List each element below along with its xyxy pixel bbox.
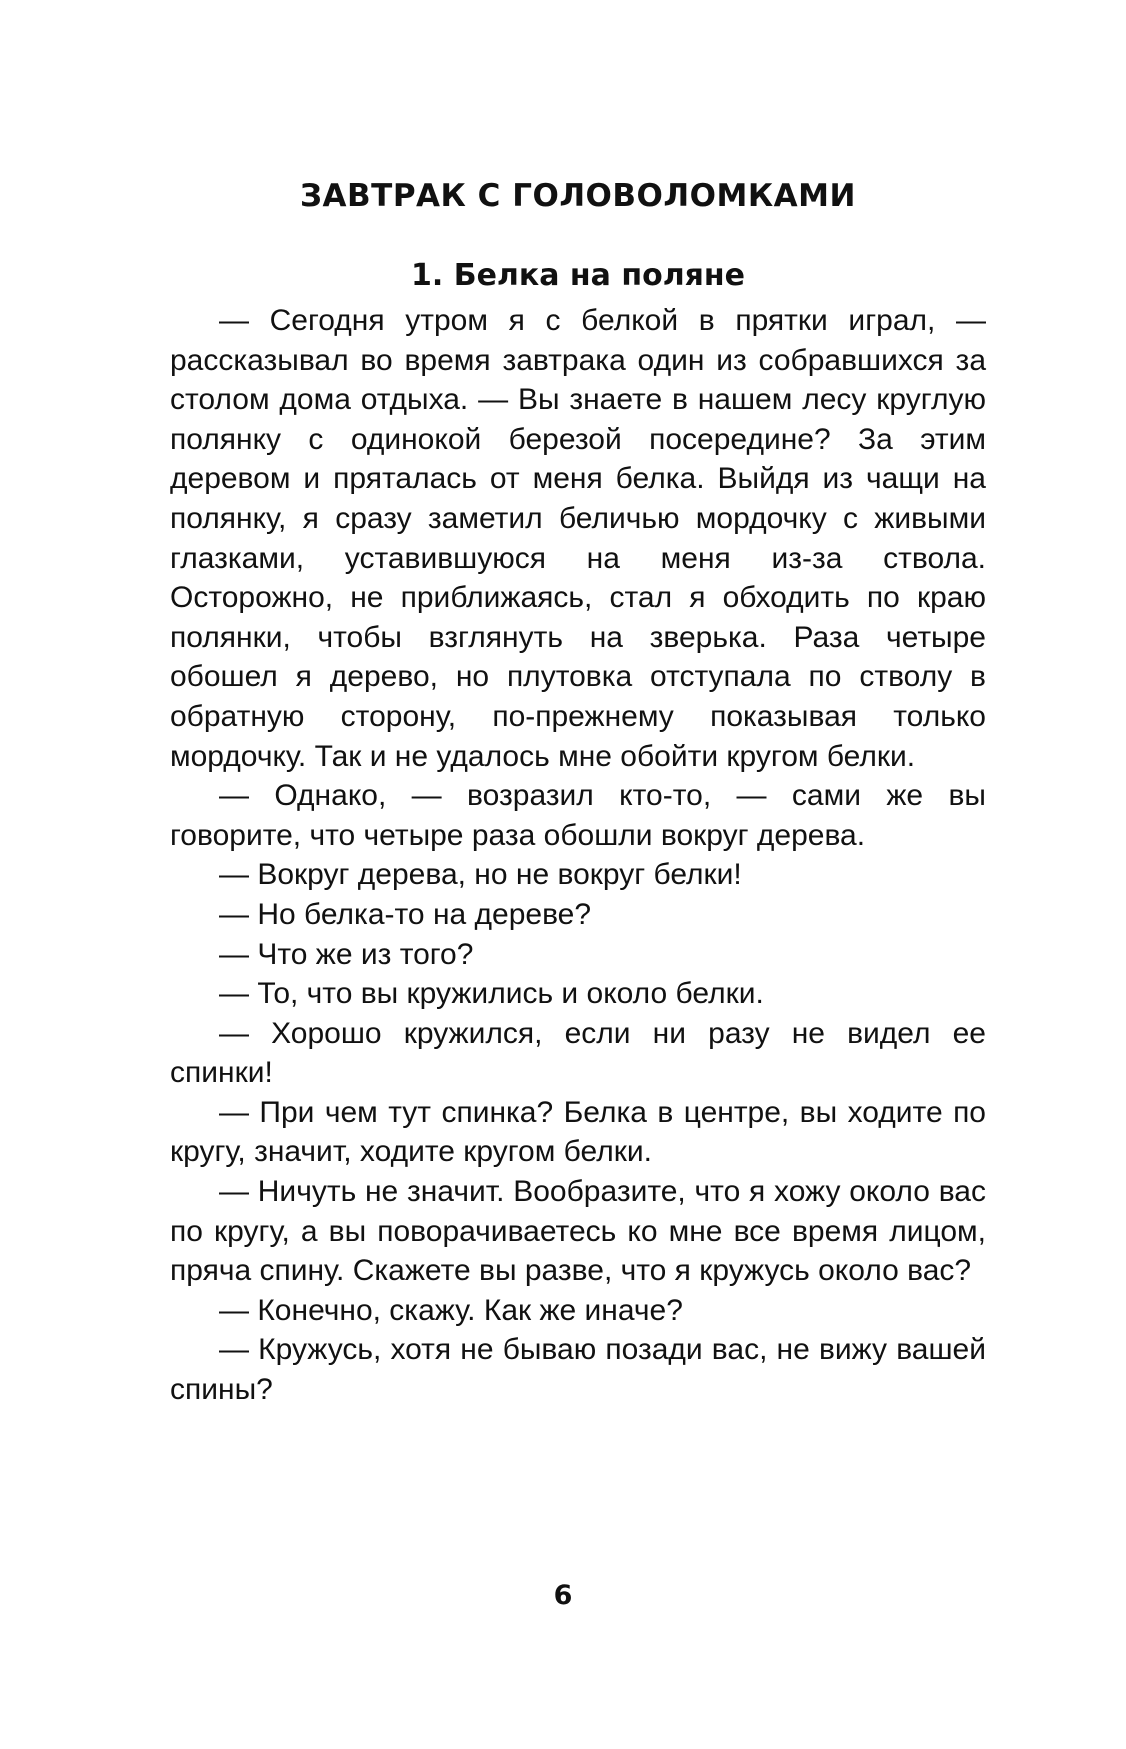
paragraph: — Хорошо кружился, если ни разу не видел ее спинки! [170, 1016, 986, 1090]
paragraph: — При чем тут спинка? Белка в центре, вы ходите по кругу, значит, ходите кругом белки. [170, 1095, 986, 1169]
section-title: 1. Белка на поляне [410, 258, 745, 293]
paragraph: — Однако, — возразил кто-то, — сами же вы говорите, что четыре раза обошли вокруг дерева. [170, 779, 986, 852]
paragraph: — Вокруг дерева, но не вокруг белки! [219, 858, 742, 892]
page-number: 6 [553, 1580, 573, 1611]
paragraph: — Конечно, скажу. Как же иначе? [219, 1293, 683, 1327]
paragraph: — Кружусь, хотя не бываю позади вас, не вижу вашей спины? [170, 1333, 986, 1407]
paragraph: — Ничуть не значит. Вообразите, что я хожу около вас по кругу, а вы поворачиваетесь ко мне все время лицом, пряча спину. Скажете вы разве, что я кружусь около вас? [170, 1175, 986, 1288]
paragraph: — Сегодня утром я с белкой в прятки играл, — рассказывал во время завтрака один из собравшихся за столом дома отдыха. — Вы знаете в нашем лесу круглую полянку с одинокой березой посередине? За этим деревом и пряталась от меня белка. Выйдя из чащи на полянку, я сразу заметил беличью мордочку с живыми глазками, уставившуюся на меня из-за ствола. Осторожно, не приближаясь, стал я обходить по краю полянки, чтобы взглянуть на зверька. Раза четыре обошел я дерево, но плутовка отступала по стволу в обратную сторону, по-прежнему показывая только мордочку. Так и не удалось мне обойти кругом белки. [170, 304, 986, 773]
paragraph: — Что же из того? [219, 937, 474, 971]
chapter-title: ЗАВТРАК С ГОЛОВОЛОМКАМИ [300, 178, 856, 214]
body-text [170, 301, 986, 1410]
paragraph: — Но белка-то на дереве? [219, 897, 592, 931]
paragraph: — То, что вы кружились и около белки. [219, 977, 764, 1011]
